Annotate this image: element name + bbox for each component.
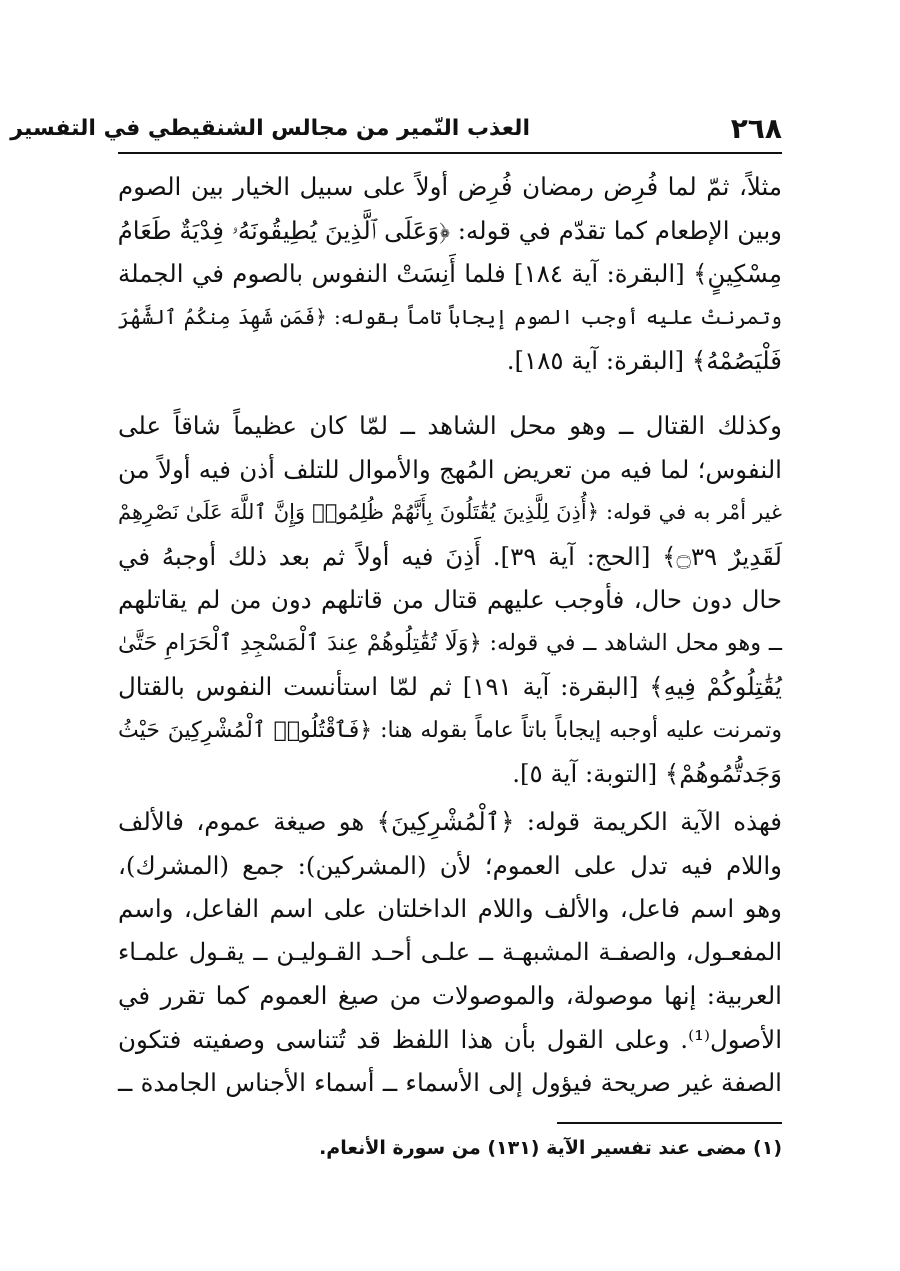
text-line: ــ وهو محل الشاهد ــ في قوله: ﴿وَلَا تُقَٰتِلُوهُمْ عِندَ ٱلْمَسْجِدِ ٱلْحَرَامِ حَتَّىٰ [118,629,782,656]
text-line: وَجَدتُّمُوهُمْ﴾ [التوبة: آية ٥]. [512,759,782,788]
page-header [10,112,782,154]
text-line: النفوس؛ لما فيه من تعريض المُهج والأموال للتلف أذن فيه أولاً من [118,454,782,484]
text-line: فَلْيَصُمْهُ﴾ [البقرة: آية ١٨٥]. [506,346,782,375]
paragraph-3 [118,800,782,1105]
text-line: الأصول⁽¹⁾. وعلى القول بأن هذا اللفظ قد تُتناسى وصفيته فتكون [118,1024,782,1054]
paragraph-2 [118,404,782,796]
text-line: وهو اسم فاعل، والألف واللام الداخلتان على اسم الفاعل، واسم [118,894,782,923]
footnote: (١) مضى عند تفسير الآية (١٣١) من سورة الأنعام. [319,1137,782,1159]
text-line: حال دون حال، فأوجب عليهم قتال من قاتلهم دون من لم يقاتلهم [118,585,782,614]
text-line: مِسْكِينٍ﴾ [البقرة: آية ١٨٤] فلما أَنِسَتْ النفوس بالصوم في الجملة [118,259,782,288]
text-line: مثلاً، ثمّ لما فُرِض رمضان فُرِض أولاً على سبيل الخيار بين الصوم [118,172,782,201]
text-line: يُقَٰتِلُوكُمْ فِيهِ﴾ [البقرة: آية ١٩١] ثم لمّا استأنست النفوس بالقتال [118,672,782,701]
text-line: وكذلك القتال ــ وهو محل الشاهد ــ لمّا كان عظيماً شاقاً على [118,411,782,440]
text-line: العربية: إنها موصولة، والموصولات من صيغ العموم كما تقرر في [118,981,782,1010]
page-number: ٢٦٨ [730,112,782,145]
text-line: واللام فيه تدل على العموم؛ لأن (المشركين): جمع (المشرك)، [118,850,782,880]
running-title: العذب النّمير من مجالس الشنقيطي في التفسير [10,116,530,141]
text-line: وبين الإطعام كما تقدّم في قوله: ﴿وَعَلَى ٱلَّذِينَ يُطِيقُونَهُۥ فِدْيَةٌ طَعَامُ [117,215,782,245]
text-line: وتمرنت عليه أوجبه إيجاباً باتاً عاماً بقوله هنا: ﴿فَٱقْتُلُوا۟ ٱلْمُشْرِكِينَ حَيْثُ [118,717,782,743]
text-line: الصفة غير صريحة فيؤول إلى الأسماء ــ أسماء الأجناس الجامدة ــ [118,1068,782,1097]
text-line: غير أمْر به في قوله: ﴿أُذِنَ لِلَّذِينَ يُقَٰتَلُونَ بِأَنَّهُمْ ظُلِمُوا۟ وَإِنَّ ٱللَّهَ عَلَىٰ نَصْرِهِمْ [118,500,782,524]
text-line: المفعـول، والصفـة المشبهـة ــ علـى أحـد القـوليـن ــ يقـول علمـاء [118,937,782,966]
paragraph-1 [118,165,782,383]
footnote-divider [557,1122,782,1124]
text-line: لَقَدِيرٌ ۝٣٩﴾ [الحج: آية ٣٩]. أَذِنَ فيه أولاً ثم بعد ذلك أوجبهُ في [118,541,782,571]
text-line: فهذه الآية الكريمة قوله: ﴿ٱلْمُشْرِكِينَ﴾ هو صيغة عموم، فالألف [118,807,782,836]
text-line: وتمرنتْ عليه أوجب الصوم إيجاباً تاماً بقوله: ﴿فَمَن شَهِدَ مِنكُمُ ٱلشَّهْرَ [118,304,782,329]
